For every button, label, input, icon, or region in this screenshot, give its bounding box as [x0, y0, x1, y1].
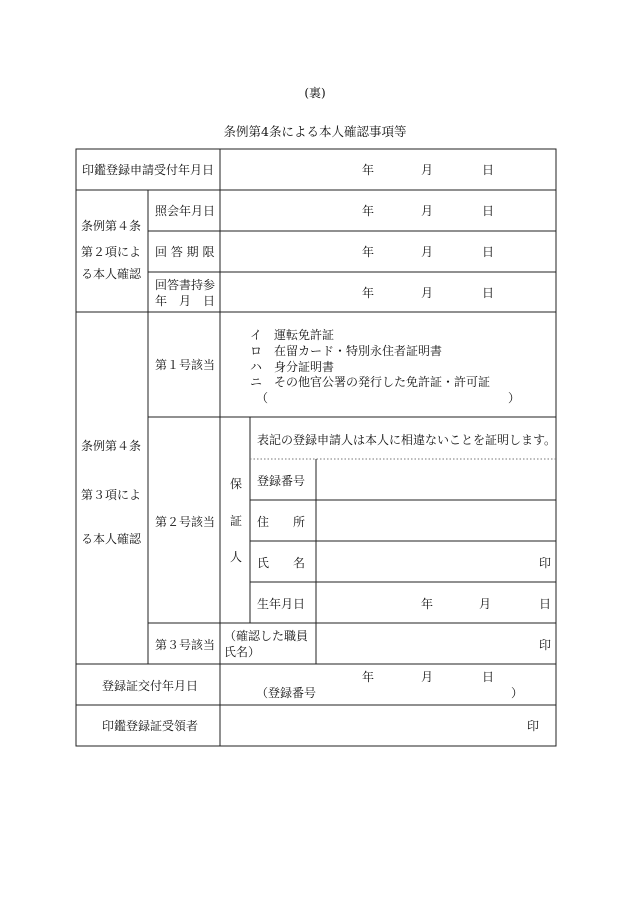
- day-unit: 日: [539, 597, 552, 611]
- page-side-label: (裏): [304, 86, 326, 100]
- name-label: 氏 名: [257, 556, 306, 570]
- reply-bring-label-line1: 回答書持参: [155, 278, 216, 292]
- year-unit: 年: [362, 245, 375, 259]
- year-unit: 年: [362, 286, 375, 300]
- month-unit: 月: [479, 597, 492, 611]
- section2-title-line3: る本人確認: [81, 267, 142, 281]
- form-title: 条例第4条による本人確認事項等: [223, 124, 407, 139]
- id-document-2: ロ 在留カード・特別永住者証明書: [250, 344, 443, 358]
- guarantor-char-2: 証: [229, 514, 242, 528]
- section2-title-line1: 条例第４条: [81, 219, 142, 233]
- month-unit: 月: [421, 163, 434, 177]
- reg-number-label: 登録番号: [257, 474, 306, 488]
- item3-label: 第３号該当: [155, 638, 216, 652]
- birth-date-label: 生年月日: [257, 597, 306, 611]
- cert-issue-date-label: 登録証交付年月日: [102, 679, 199, 693]
- id-document-1: イ 運転免許証: [250, 328, 335, 342]
- id-document-4: ニ その他官公署の発行した免許証・許可証: [250, 375, 491, 389]
- day-unit: 日: [482, 670, 495, 684]
- other-document-paren-open: （: [256, 391, 269, 405]
- year-unit: 年: [362, 204, 375, 218]
- reg-number-paren-label: （登録番号: [256, 686, 317, 700]
- day-unit: 日: [482, 286, 495, 300]
- day-unit: 日: [482, 163, 495, 177]
- reply-bring-label-line2: 年 月 日: [155, 294, 216, 308]
- month-unit: 月: [421, 245, 434, 259]
- seal-application-date-label: 印鑑登録申請受付年月日: [82, 163, 215, 177]
- month-unit: 月: [421, 286, 434, 300]
- id-document-3: ハ 身分証明書: [250, 360, 335, 374]
- year-unit: 年: [421, 597, 434, 611]
- year-unit: 年: [362, 163, 375, 177]
- reg-number-paren-close: ）: [511, 686, 524, 700]
- year-unit: 年: [362, 670, 375, 684]
- guarantor-char-1: 保: [229, 477, 242, 491]
- cert-receiver-label: 印鑑登録証受領者: [102, 719, 199, 733]
- guarantor-statement: 表記の登録申請人は本人に相違ないことを証明します。: [257, 433, 557, 447]
- reply-deadline-label: 回 答 期 限: [155, 245, 215, 259]
- other-document-paren-close: ）: [508, 391, 521, 405]
- guarantor-char-3: 人: [229, 550, 242, 564]
- guarantor-seal-mark: 印: [539, 556, 552, 570]
- inquiry-date-label: 照会年月日: [155, 204, 216, 218]
- staff-label-line1: （確認した職員: [224, 629, 309, 643]
- item1-label: 第１号該当: [155, 358, 216, 372]
- section2-title-line2: 第２項によ: [81, 245, 142, 259]
- staff-label-line2: 氏名）: [224, 645, 261, 659]
- section3-title-line1: 条例第４条: [81, 439, 142, 453]
- address-label: 住 所: [257, 515, 306, 529]
- staff-seal-mark: 印: [539, 638, 552, 652]
- section3-title-line2: 第３項によ: [81, 488, 142, 502]
- month-unit: 月: [421, 204, 434, 218]
- day-unit: 日: [482, 204, 495, 218]
- month-unit: 月: [421, 670, 434, 684]
- item2-label: 第２号該当: [155, 515, 216, 529]
- day-unit: 日: [482, 245, 495, 259]
- section3-title-line3: る本人確認: [81, 532, 142, 546]
- receiver-seal-mark: 印: [527, 719, 540, 733]
